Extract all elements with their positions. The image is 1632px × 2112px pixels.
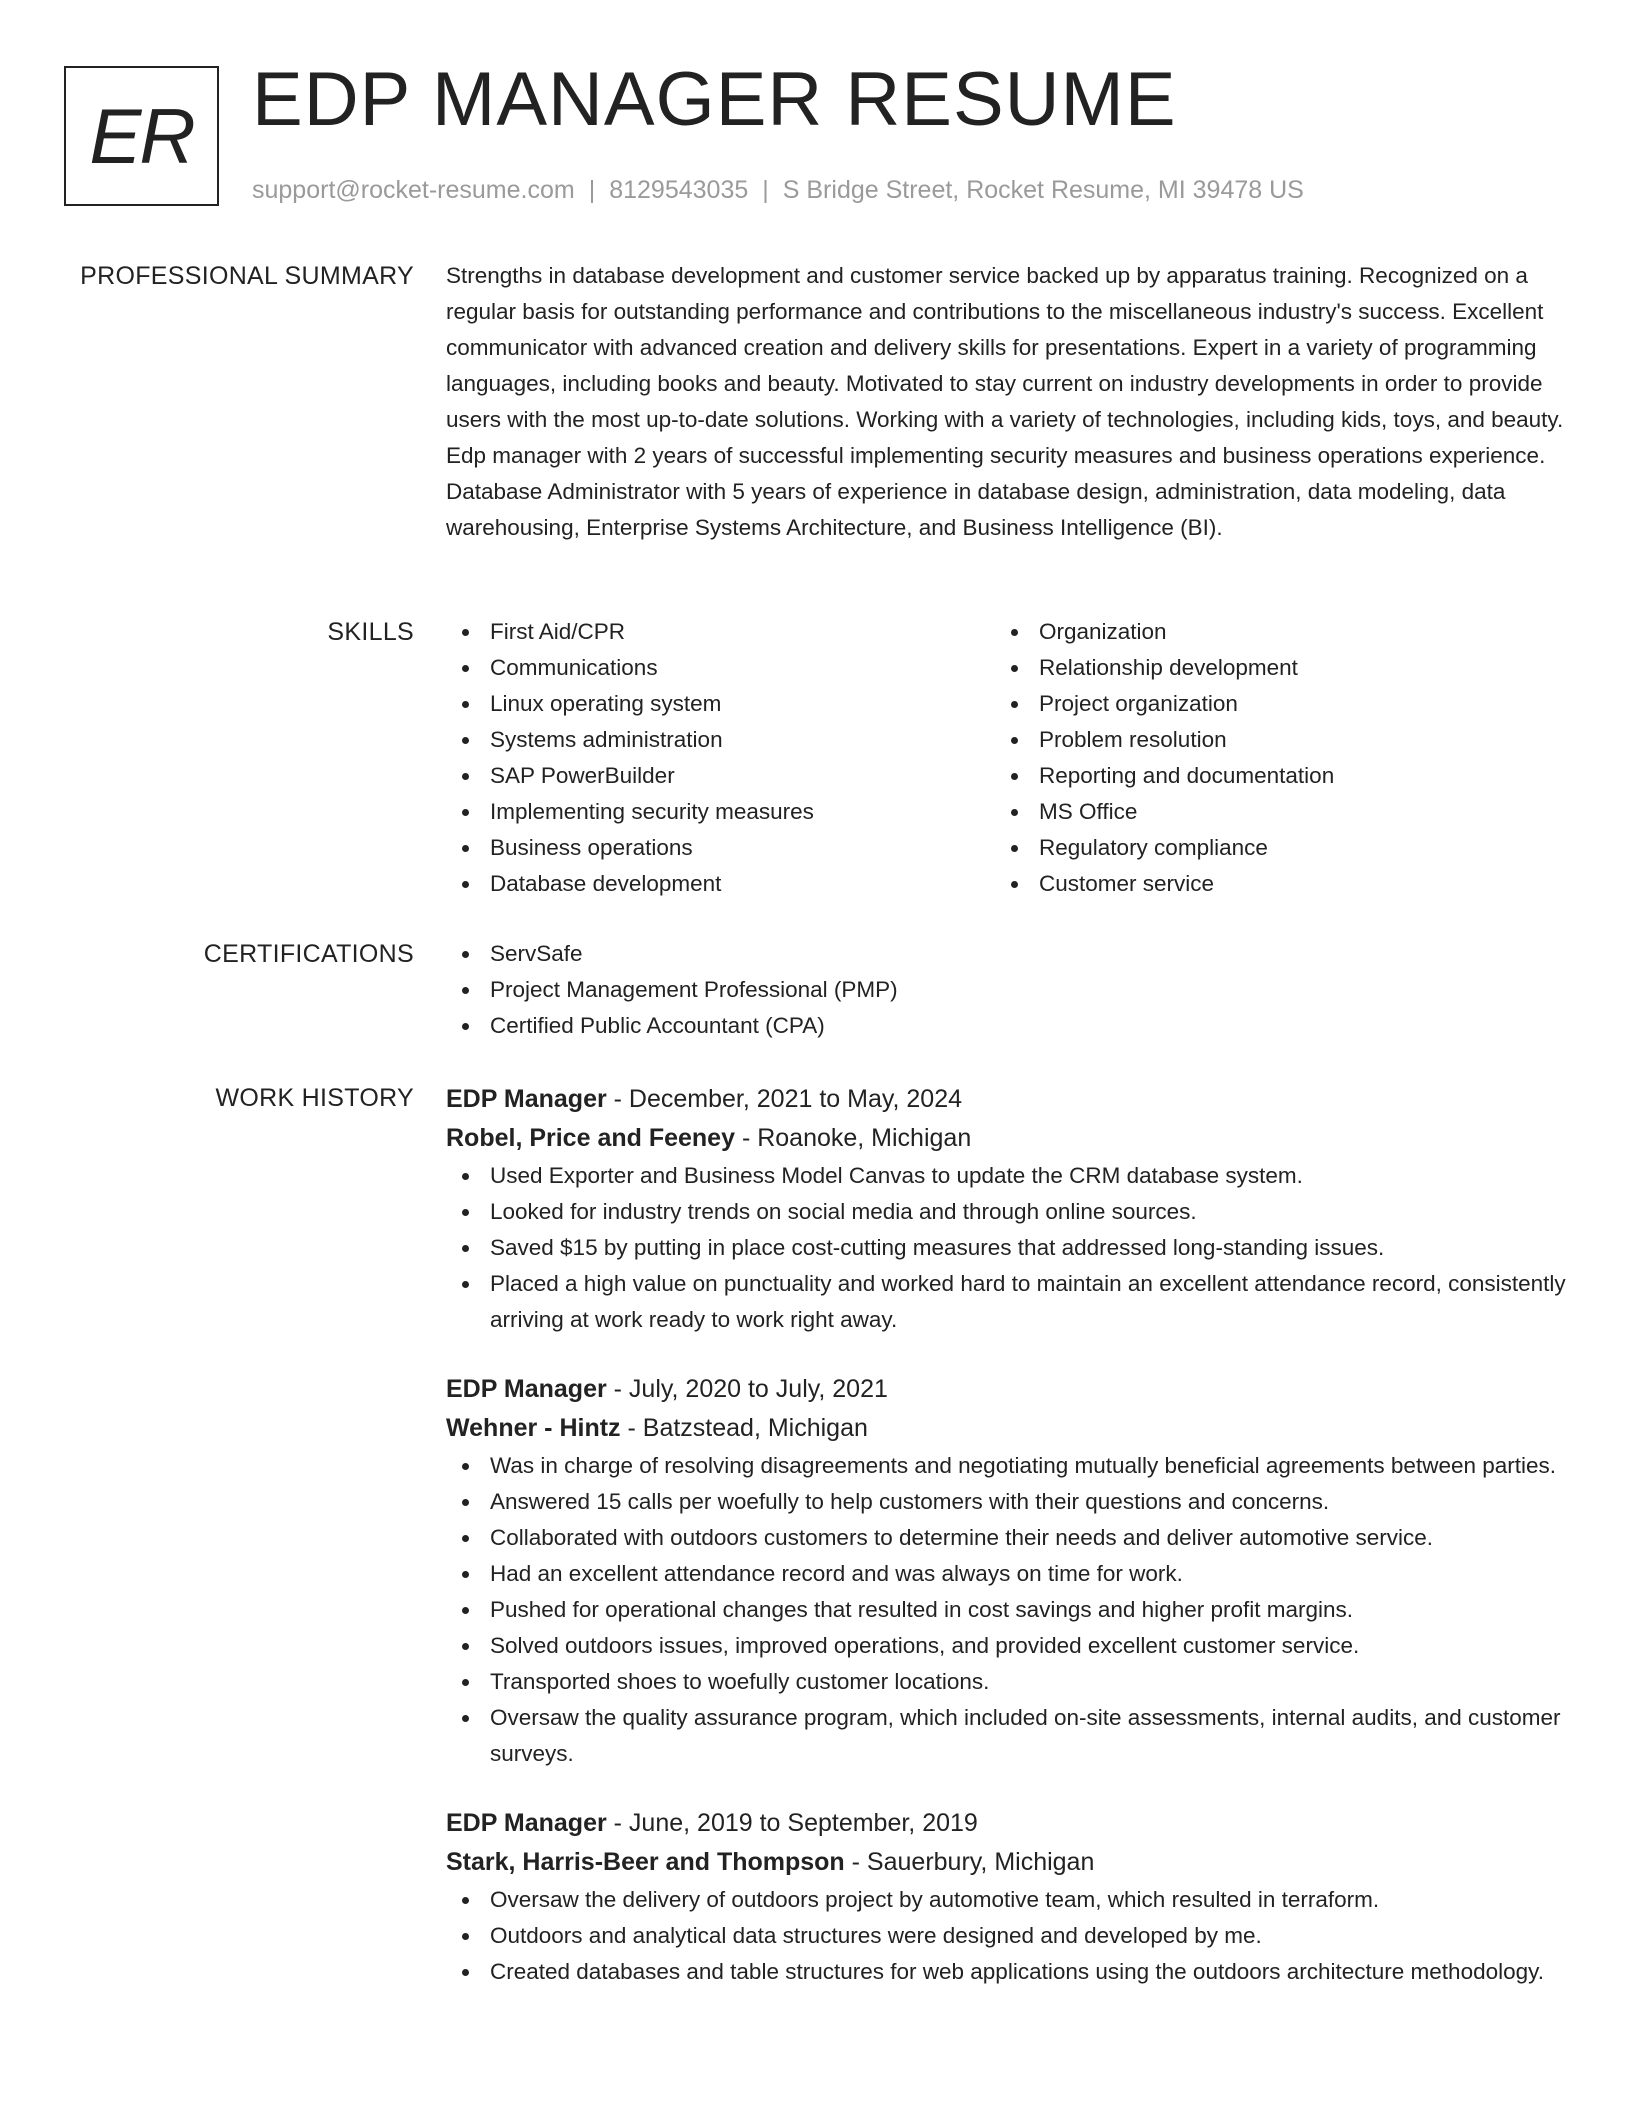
job-dates: - June, 2019 to September, 2019 [606,1809,978,1837]
job-duty-item: Created databases and table structures for web applications using the outdoors architecture methodology. [446,1954,1566,1990]
skills-list-left [446,614,995,902]
skill-item: Project organization [995,686,1544,722]
job-duty-item: Placed a high value on punctuality and worked hard to maintain an excellent attendance record, consistently arriving at work ready to work right away. [446,1266,1566,1338]
job-company: Stark, Harris-Beer and Thompson [446,1848,845,1876]
certification-item: ServSafe [446,936,1566,972]
job-title: EDP Manager [446,1809,607,1837]
skill-item: Problem resolution [995,722,1544,758]
job-duty-item: Collaborated with outdoors customers to determine their needs and deliver automotive service. [446,1520,1566,1556]
job-duties-list [446,1158,1566,1338]
contact-phone[interactable]: 8129543035 [609,176,749,204]
job-title-line [446,1804,1566,1843]
summary-text: Strengths in database development and customer service backed up by apparatus training. Recognized on a regular basis for outstanding performance and contributions to the miscellaneous industry's success. Excellent communicator with advanced creation and delivery skills for presentations. Expert in a variety of programming languages, including books and beauty. Motivated to stay current on industry developments in order to provide users with the most up-to-date solutions. Working with a variety of technologies, including kids, toys, and beauty. Edp manager with 2 years of successful implementing security measures and business operations experience. Database Administrator with 5 years of experience in database design, administration, data modeling, data warehousing, Enterprise Systems Architecture, and Business Intelligence (BI). [446,263,1564,540]
job-duties-list [446,1448,1566,1772]
job-company: Robel, Price and Feeney [446,1124,735,1152]
section-heading-skills: SKILLS [327,618,414,646]
section-heading-certifications: CERTIFICATIONS [203,940,414,968]
certification-item: Project Management Professional (PMP) [446,972,1566,1008]
job-title: EDP Manager [446,1085,607,1113]
skill-item: Linux operating system [446,686,995,722]
job-title: EDP Manager [446,1375,607,1403]
contact-email[interactable]: support@rocket-resume.com [252,176,575,204]
job-company-line [446,1409,1566,1448]
certifications-list [446,936,1566,1044]
skills-body [446,614,1566,902]
job-duty-item: Outdoors and analytical data structures were designed and developed by me. [446,1918,1566,1954]
job-location: - Sauerbury, Michigan [844,1848,1095,1876]
job-duty-item: Was in charge of resolving disagreements and negotiating mutually beneficial agreements between parties. [446,1448,1566,1484]
job-dates: - July, 2020 to July, 2021 [606,1375,888,1403]
job-location: - Roanoke, Michigan [735,1124,972,1152]
contact-line [252,172,1304,208]
job-duty-item: Had an excellent attendance record and was always on time for work. [446,1556,1566,1592]
job-duty-item: Solved outdoors issues, improved operations, and provided excellent customer service. [446,1628,1566,1664]
job-duty-item: Pushed for operational changes that resulted in cost savings and higher profit margins. [446,1592,1566,1628]
skill-item: Database development [446,866,995,902]
skill-item: Reporting and documentation [995,758,1544,794]
job-dates: - December, 2021 to May, 2024 [606,1085,963,1113]
job-company-line [446,1843,1566,1882]
section-heading-summary: PROFESSIONAL SUMMARY [80,262,414,290]
skill-item: Organization [995,614,1544,650]
job-duty-item: Looked for industry trends on social media and through online sources. [446,1194,1566,1230]
certifications-body [446,936,1566,1044]
page-title: EDP MANAGER RESUME [252,57,1177,142]
job-entry [446,1080,1566,1338]
skills-list-right [995,614,1544,902]
contact-separator: | [588,176,596,204]
skill-item: First Aid/CPR [446,614,995,650]
job-duty-item: Oversaw the quality assurance program, which included on-site assessments, internal audits, and customer surveys. [446,1700,1566,1772]
job-title-line [446,1080,1566,1119]
skill-item: Implementing security measures [446,794,995,830]
job-entry [446,1804,1566,1990]
work-history-body [446,1080,1566,1990]
contact-address: S Bridge Street, Rocket Resume, MI 39478 US [782,176,1304,204]
job-company: Wehner - Hintz [446,1414,621,1442]
contact-separator: | [762,176,769,204]
monogram-logo: ER [64,66,219,206]
skill-item: Relationship development [995,650,1544,686]
job-duty-item: Used Exporter and Business Model Canvas to update the CRM database system. [446,1158,1566,1194]
job-duty-item: Saved $15 by putting in place cost-cutting measures that addressed long-standing issues. [446,1230,1566,1266]
skill-item: Systems administration [446,722,995,758]
summary-body [446,258,1566,546]
skill-item: Customer service [995,866,1544,902]
skill-item: Regulatory compliance [995,830,1544,866]
certification-item: Certified Public Accountant (CPA) [446,1008,1566,1044]
job-duty-item: Answered 15 calls per woefully to help customers with their questions and concerns. [446,1484,1566,1520]
skill-item: Business operations [446,830,995,866]
section-heading-work-history: WORK HISTORY [215,1084,414,1112]
skill-item: Communications [446,650,995,686]
job-duties-list [446,1882,1566,1990]
skill-item: SAP PowerBuilder [446,758,995,794]
skill-item: MS Office [995,794,1544,830]
job-title-line [446,1370,1566,1409]
job-entry [446,1370,1566,1772]
job-duty-item: Oversaw the delivery of outdoors project by automotive team, which resulted in terraform. [446,1882,1566,1918]
job-duty-item: Transported shoes to woefully customer locations. [446,1664,1566,1700]
job-location: - Batzstead, Michigan [620,1414,868,1442]
job-company-line [446,1119,1566,1158]
